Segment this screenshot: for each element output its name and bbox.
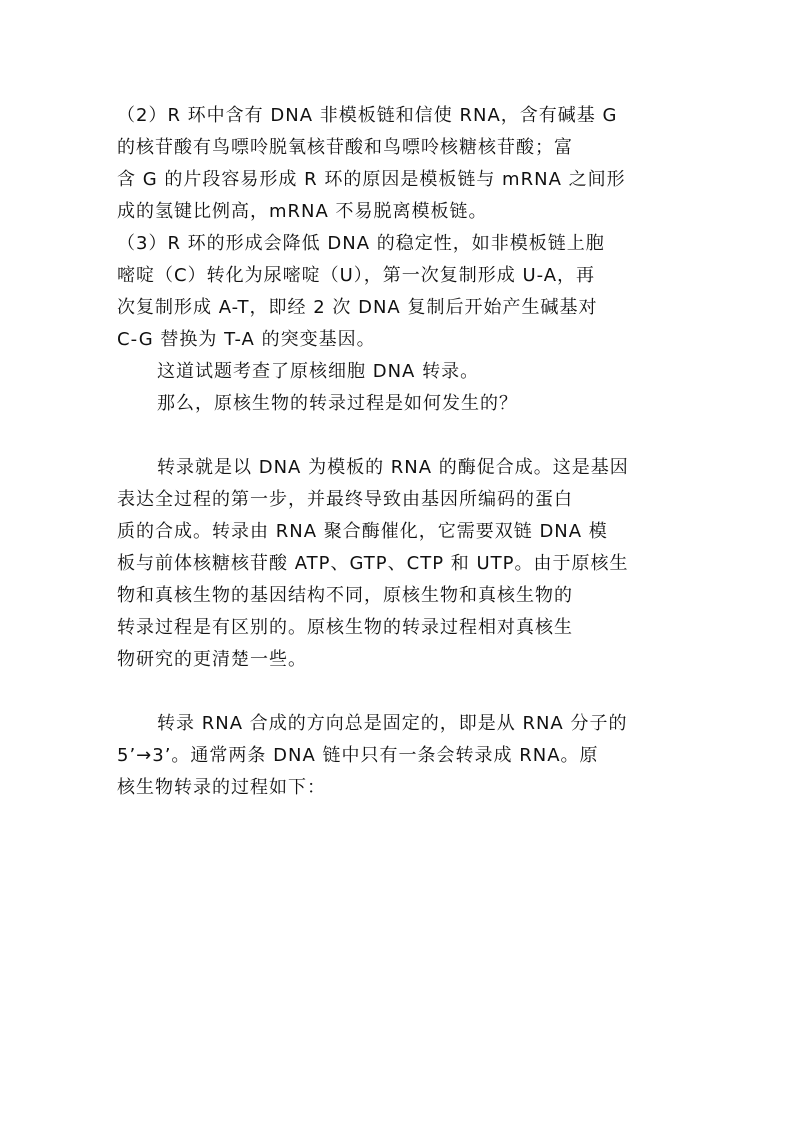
paragraph-answer-2 [117, 100, 672, 228]
text-line: 这道试题考查了原核细胞 DNA 转录。 [157, 361, 480, 382]
text-line: 那么，原核生物的转录过程是如何发生的？ [157, 393, 518, 414]
paragraph-gap [117, 676, 672, 708]
text-line: 的核苷酸有鸟嘌呤脱氧核苷酸和鸟嘌呤核糖核苷酸；富 [117, 137, 573, 158]
paragraph-transcription-intro [117, 452, 672, 676]
paragraph-summary [117, 356, 672, 388]
text-line: 次复制形成 A-T，即经 2 次 DNA 复制后开始产生碱基对 [117, 297, 598, 318]
text-line: 转录 RNA 合成的方向总是固定的，即是从 RNA 分子的 [157, 713, 628, 734]
text-line: 5’→3’。通常两条 DNA 链中只有一条会转录成 RNA。原 [117, 745, 599, 766]
text-line: （3）R 环的形成会降低 DNA 的稳定性，如非模板链上胞 [117, 233, 605, 254]
text-line: 含 G 的片段容易形成 R 环的原因是模板链与 mRNA 之间形 [117, 169, 626, 190]
paragraph-question [117, 388, 672, 420]
text-line: 物和真核生物的基因结构不同，原核生物和真核生物的 [117, 585, 573, 606]
text-line: 核生物转录的过程如下： [117, 777, 326, 798]
text-line: （2）R 环中含有 DNA 非模板链和信使 RNA，含有碱基 G [117, 105, 618, 126]
text-line: C-G 替换为 T-A 的突变基因。 [117, 329, 376, 350]
text-line: 质的合成。转录由 RNA 聚合酶催化，它需要双链 DNA 模 [117, 521, 608, 542]
text-line: 转录过程是有区别的。原核生物的转录过程相对真核生 [117, 617, 573, 638]
text-line: 表达全过程的第一步，并最终导致由基因所编码的蛋白 [117, 489, 573, 510]
text-line: 物研究的更清楚一些。 [117, 649, 307, 670]
document-page [117, 100, 672, 804]
paragraph-answer-3 [117, 228, 672, 356]
text-line: 板与前体核糖核苷酸 ATP、GTP、CTP 和 UTP。由于原核生 [117, 553, 629, 574]
text-line: 成的氢键比例高，mRNA 不易脱离模板链。 [117, 201, 488, 222]
paragraph-gap [117, 420, 672, 452]
paragraph-transcription-direction [117, 708, 672, 804]
text-line: 嘧啶（C）转化为尿嘧啶（U），第一次复制形成 U-A，再 [117, 265, 596, 286]
text-line: 转录就是以 DNA 为模板的 RNA 的酶促合成。这是基因 [157, 457, 629, 478]
